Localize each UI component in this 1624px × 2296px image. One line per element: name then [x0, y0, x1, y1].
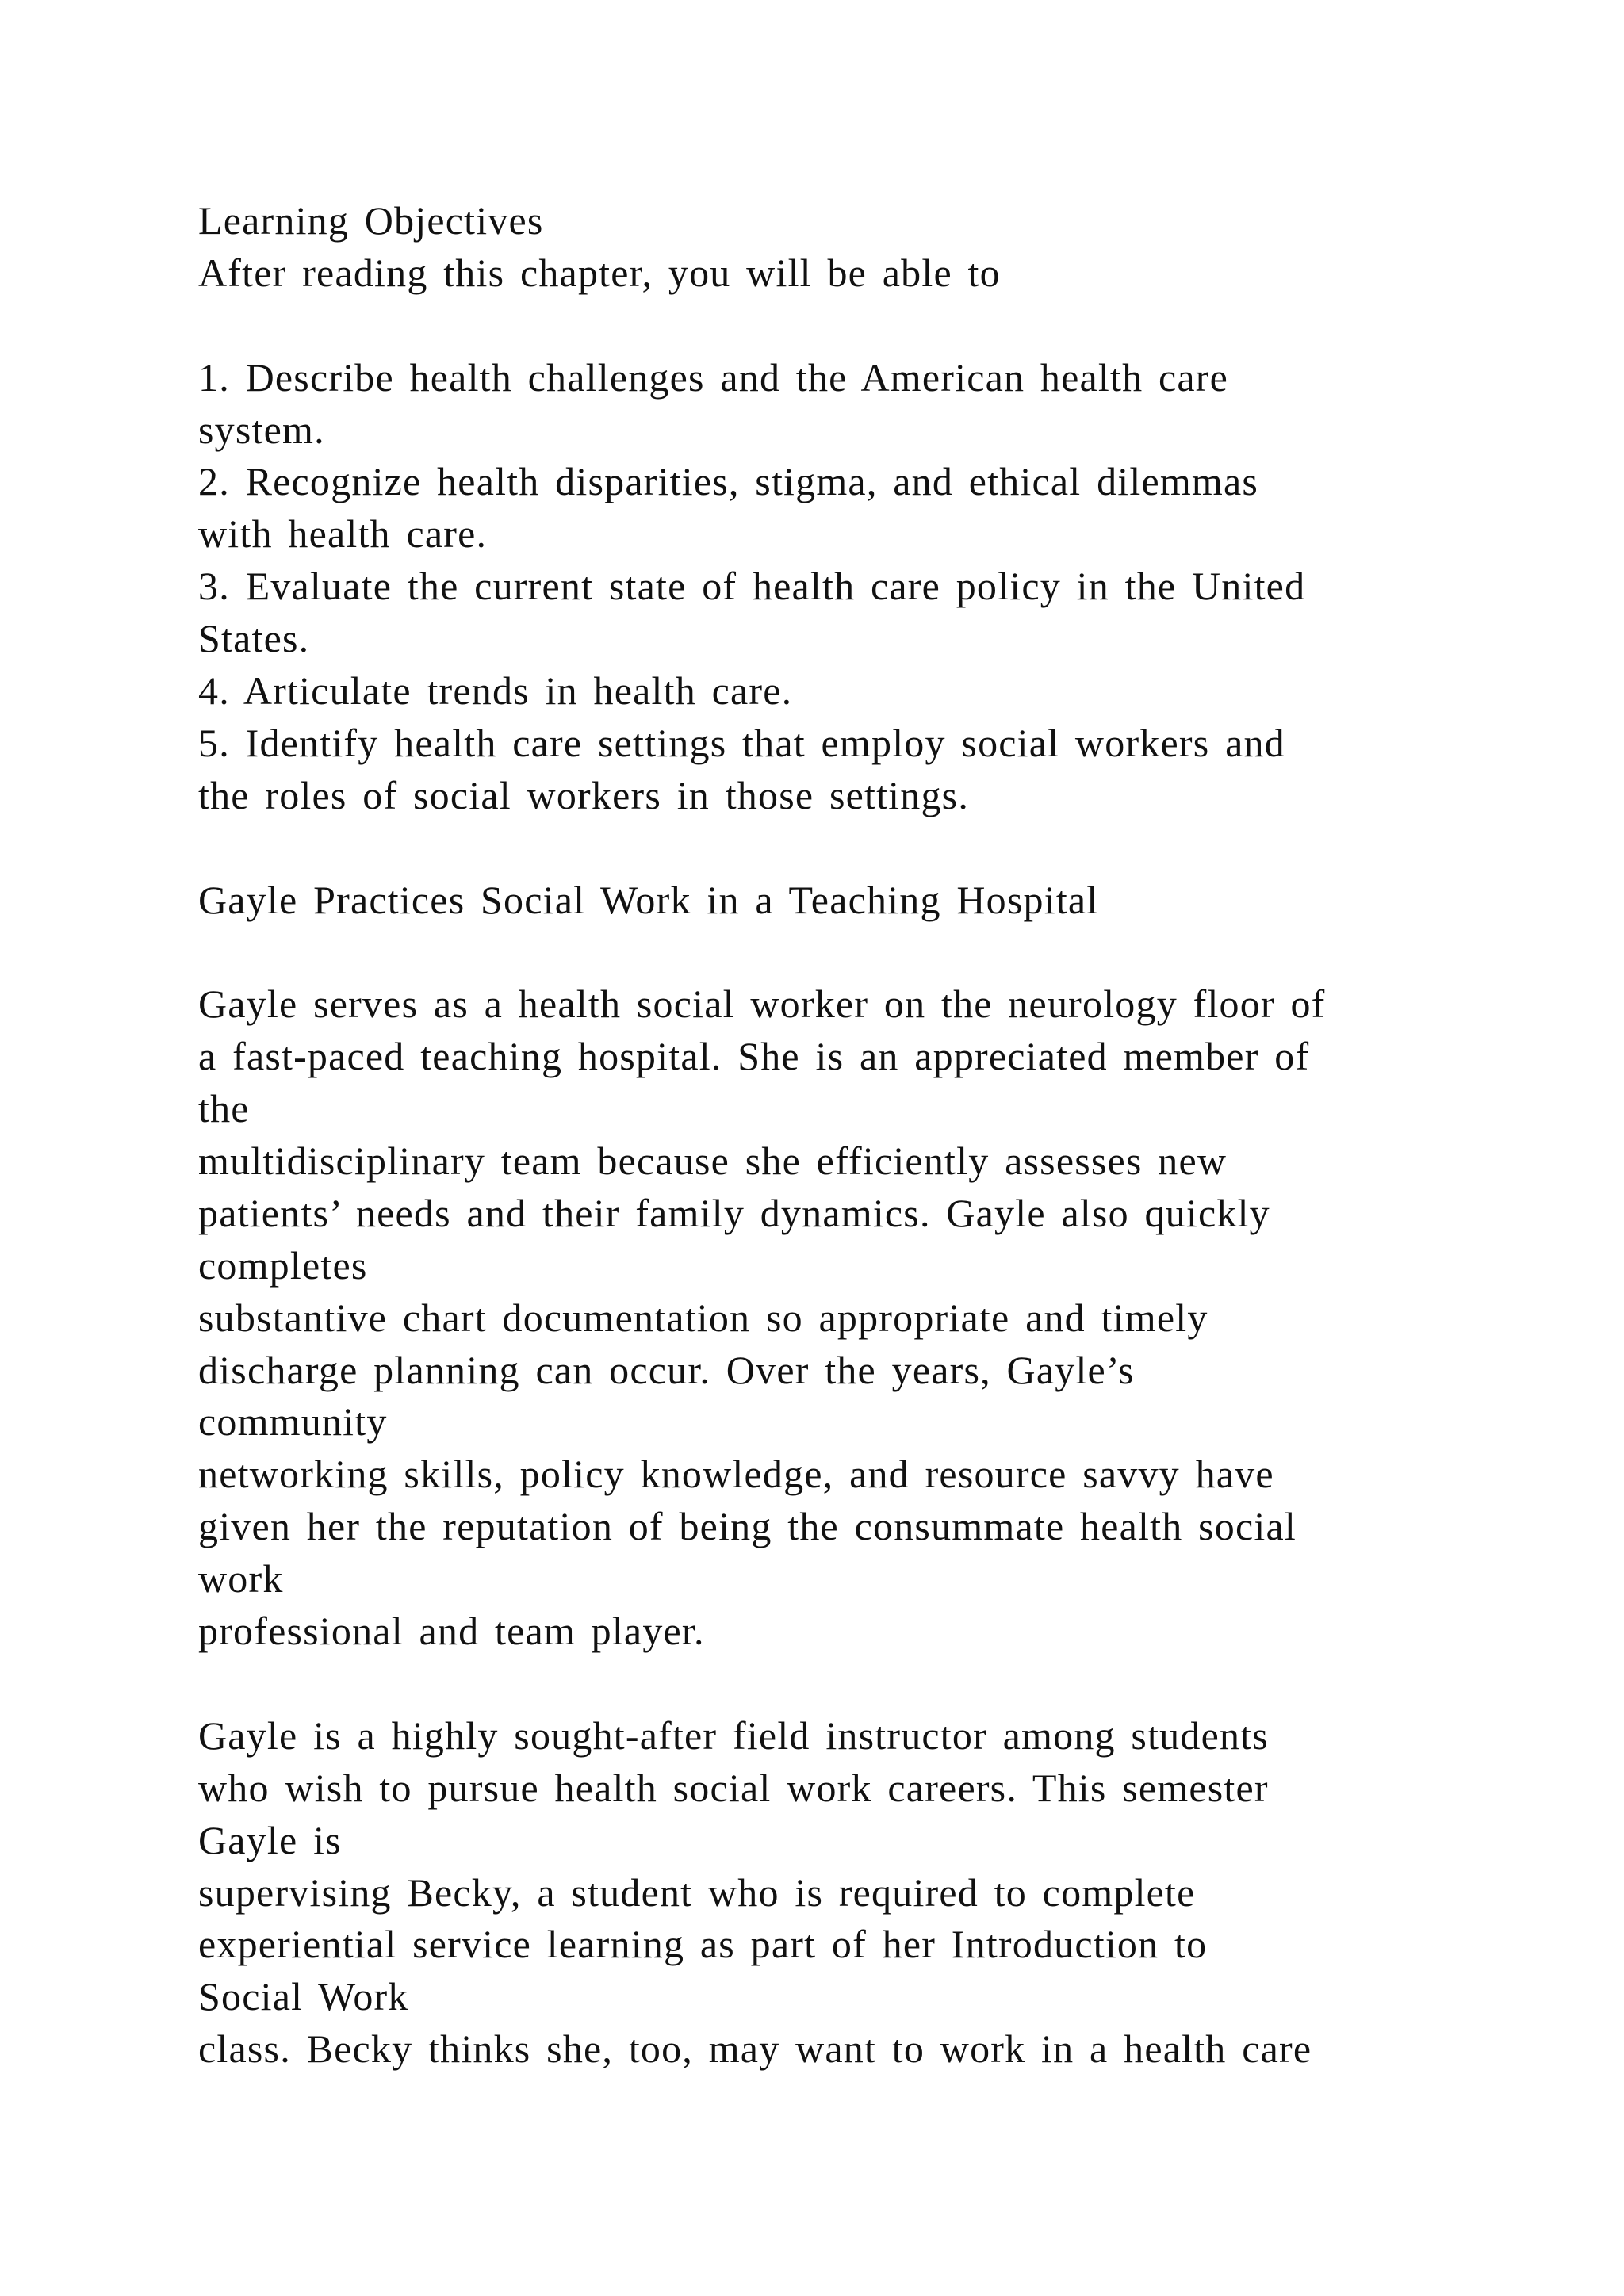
paragraph-line: a fast-paced teaching hospital. She is an appreciated member of: [198, 1034, 1310, 1079]
objective-line: with health care.: [198, 511, 488, 557]
objective-line: States.: [198, 616, 310, 661]
blank-line: [198, 300, 1546, 352]
blank-line: [198, 822, 1546, 874]
paragraph-line: patients’ needs and their family dynamics. Gayle also quickly: [198, 1190, 1270, 1235]
paragraph-line: substantive chart documentation so appropriate and timely: [198, 1295, 1208, 1340]
paragraph-line: supervising Becky, a student who is required to complete: [198, 1869, 1196, 1915]
objective-line: 1. Describe health challenges and the American health care: [198, 354, 1228, 400]
objectives-list: [198, 352, 1546, 822]
section-heading: Learning Objectives: [198, 198, 544, 243]
objective-line: the roles of social workers in those settings.: [198, 772, 970, 817]
objective-line: 4. Articulate trends in health care.: [198, 668, 793, 714]
objective-line: 5. Identify health care settings that employ social workers and: [198, 720, 1285, 765]
paragraph-line: discharge planning can occur. Over the years, Gayle’s: [198, 1347, 1135, 1392]
document-text: [198, 195, 1546, 2076]
paragraph-line: Gayle is a highly sought-after field instructor among students: [198, 1712, 1269, 1758]
paragraph-line: who wish to pursue health social work careers. This semester: [198, 1765, 1269, 1810]
objective-line: system.: [198, 407, 325, 452]
paragraph-line: experiential service learning as part of her Introduction to: [198, 1922, 1208, 1967]
case-title: Gayle Practices Social Work in a Teaching Hospital: [198, 877, 1099, 922]
paragraph-line: Gayle is: [198, 1817, 342, 1862]
paragraph-line: multidisciplinary team because she efficiently assesses new: [198, 1138, 1228, 1184]
objective-line: 2. Recognize health disparities, stigma, and ethical dilemmas: [198, 459, 1259, 504]
paragraph-line: completes: [198, 1242, 368, 1288]
paragraph-line: community: [198, 1399, 388, 1445]
paragraph-line: professional and team player.: [198, 1609, 705, 1654]
blank-line: [198, 926, 1546, 978]
paragraph-line: work: [198, 1556, 284, 1601]
paragraph-2: [198, 1710, 1546, 2076]
paragraph-line: networking skills, policy knowledge, and resource savvy have: [198, 1452, 1274, 1497]
blank-line: [198, 1658, 1546, 1710]
intro-line: After reading this chapter, you will be able to: [198, 250, 1001, 295]
paragraph-line: Gayle serves as a health social worker on the neurology floor of: [198, 982, 1326, 1027]
paragraph-line: Social Work: [198, 1974, 409, 2019]
paragraph-line: class. Becky thinks she, too, may want to work in a health care: [198, 2026, 1312, 2072]
paragraph-1: [198, 978, 1546, 1658]
paragraph-line: given her the reputation of being the consummate health social: [198, 1504, 1297, 1549]
objective-line: 3. Evaluate the current state of health care policy in the United: [198, 564, 1306, 609]
paragraph-line: the: [198, 1086, 250, 1131]
